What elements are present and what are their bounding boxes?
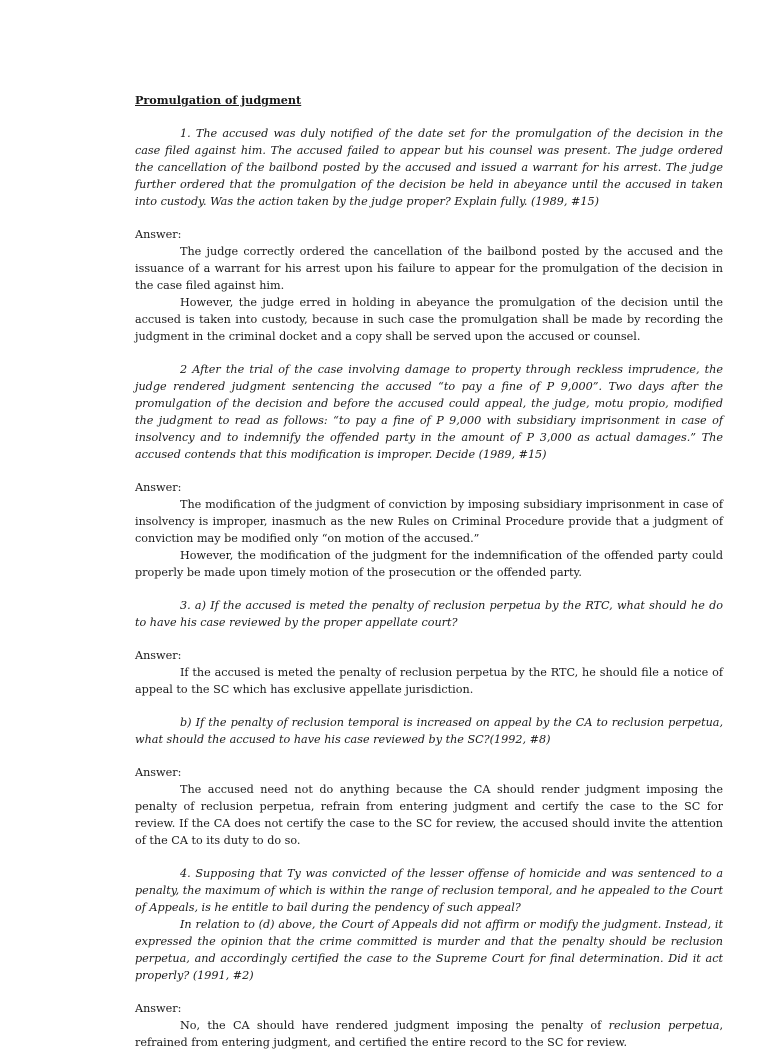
answer-label-2: Answer: (135, 481, 182, 494)
answer-3b-paragraph-1: The accused need not do anything because the CA should render judgment imposing the penalty of reclusion perpetua, refrain from entering judgment and certify the case to the SC for review. If the CA does not certify the case to the SC for review, the accused should invite the attention of the CA to its duty to do so. (135, 783, 723, 847)
question-2: 2 After the trial of the case involving damage to property through reckless imprudence, the judge rendered judgment sentencing the accused “to pay a fine of P 9,000”. Two days after the promulgation of the decision and before the accused could appeal, the judge, motu propio, modified the judgment to read as follows: “to pay a fine of P 9,000 with subsidiary imprisonment in case of insolvency and to indemnify the offended party in the amount of P 3,000 as actual damages.” The accused contends that this modification is improper. Decide (1989, #15) (135, 363, 723, 461)
question-4-paragraph-2: In relation to (d) above, the Court of Appeals did not affirm or modify the judgment. Instead, it expressed the opinion that the crime committed is murder and that the penalty should be reclusion perpetua, and accordingly certified the case to the Supreme Court for final determination. Did it act properly? (1991, #2) (135, 918, 723, 982)
answer-2-paragraph-2: However, the modification of the judgment for the indemnification of the offended party could properly be made upon timely motion of the prosecution or the offended party. (135, 549, 723, 579)
answer-1-paragraph-2: However, the judge erred in holding in abeyance the promulgation of the decision until the accused is taken into custody, because in such case the promulgation shall be made by recording the judgment in the criminal docket and a copy shall be served upon the accused or counsel. (135, 296, 723, 343)
question-1: 1. The accused was duly notified of the date set for the promulgation of the decision in the case filed against him. The accused failed to appear but his counsel was present. The judge ordered the cancellation of the bailbond posted by the accused and issued a warrant for his arrest. The judge further ordered that the promulgation of the decision be held in abeyance until the accused in taken into custody. Was the action taken by the judge proper? Explain fully. (1989, #15) (135, 127, 723, 208)
page-title: Promulgation of judgment (135, 93, 302, 107)
answer-3a-paragraph-1: If the accused is meted the penalty of reclusion perpetua by the RTC, he should file a notice of appeal to the SC which has exclusive appellate jurisdiction. (135, 666, 723, 696)
answer-2-paragraph-1: The modification of the judgment of conviction by imposing subsidiary imprisonment in case of insolvency is improper, inasmuch as the new Rules on Criminal Procedure provide that a judgment of conviction may be modified only “on motion of the accused.” (135, 498, 723, 545)
answer-label-3b: Answer: (135, 766, 182, 779)
answer-4-text-start: No, the CA should have rendered judgment imposing the penalty of (180, 1019, 609, 1032)
answer-1-paragraph-1: The judge correctly ordered the cancellation of the bailbond posted by the accused and the issuance of a warrant for his arrest upon his failure to appear for the promulgation of the decision in the case filed against him. (135, 245, 723, 292)
question-4-paragraph-1: 4. Supposing that Ty was convicted of the lesser offense of homicide and was sentenced to a penalty, the maximum of which is within the range of reclusion temporal, and he appealed to the Court of Appeals, is he entitle to bail during the pendency of such appeal? (135, 867, 723, 914)
answer-4-paragraph-1 (135, 1017, 723, 1051)
question-3a: 3. a) If the accused is meted the penalty of reclusion perpetua by the RTC, what should he do to have his case reviewed by the proper appellate court? (135, 599, 723, 629)
answer-label-1: Answer: (135, 228, 182, 241)
answer-4-emphasis: reclusion perpetua (608, 1019, 720, 1032)
question-3b: b) If the penalty of reclusion temporal is increased on appeal by the CA to reclusion perpetua, what should the accused to have his case reviewed by the SC?(1992, #8) (135, 716, 723, 746)
answer-4-text-end: , refrained from entering judgment, and certified the entire record to the SC for review. (135, 1019, 723, 1049)
document-page (135, 92, 723, 1051)
answer-label-3a: Answer: (135, 649, 182, 662)
answer-label-4: Answer: (135, 1002, 182, 1015)
